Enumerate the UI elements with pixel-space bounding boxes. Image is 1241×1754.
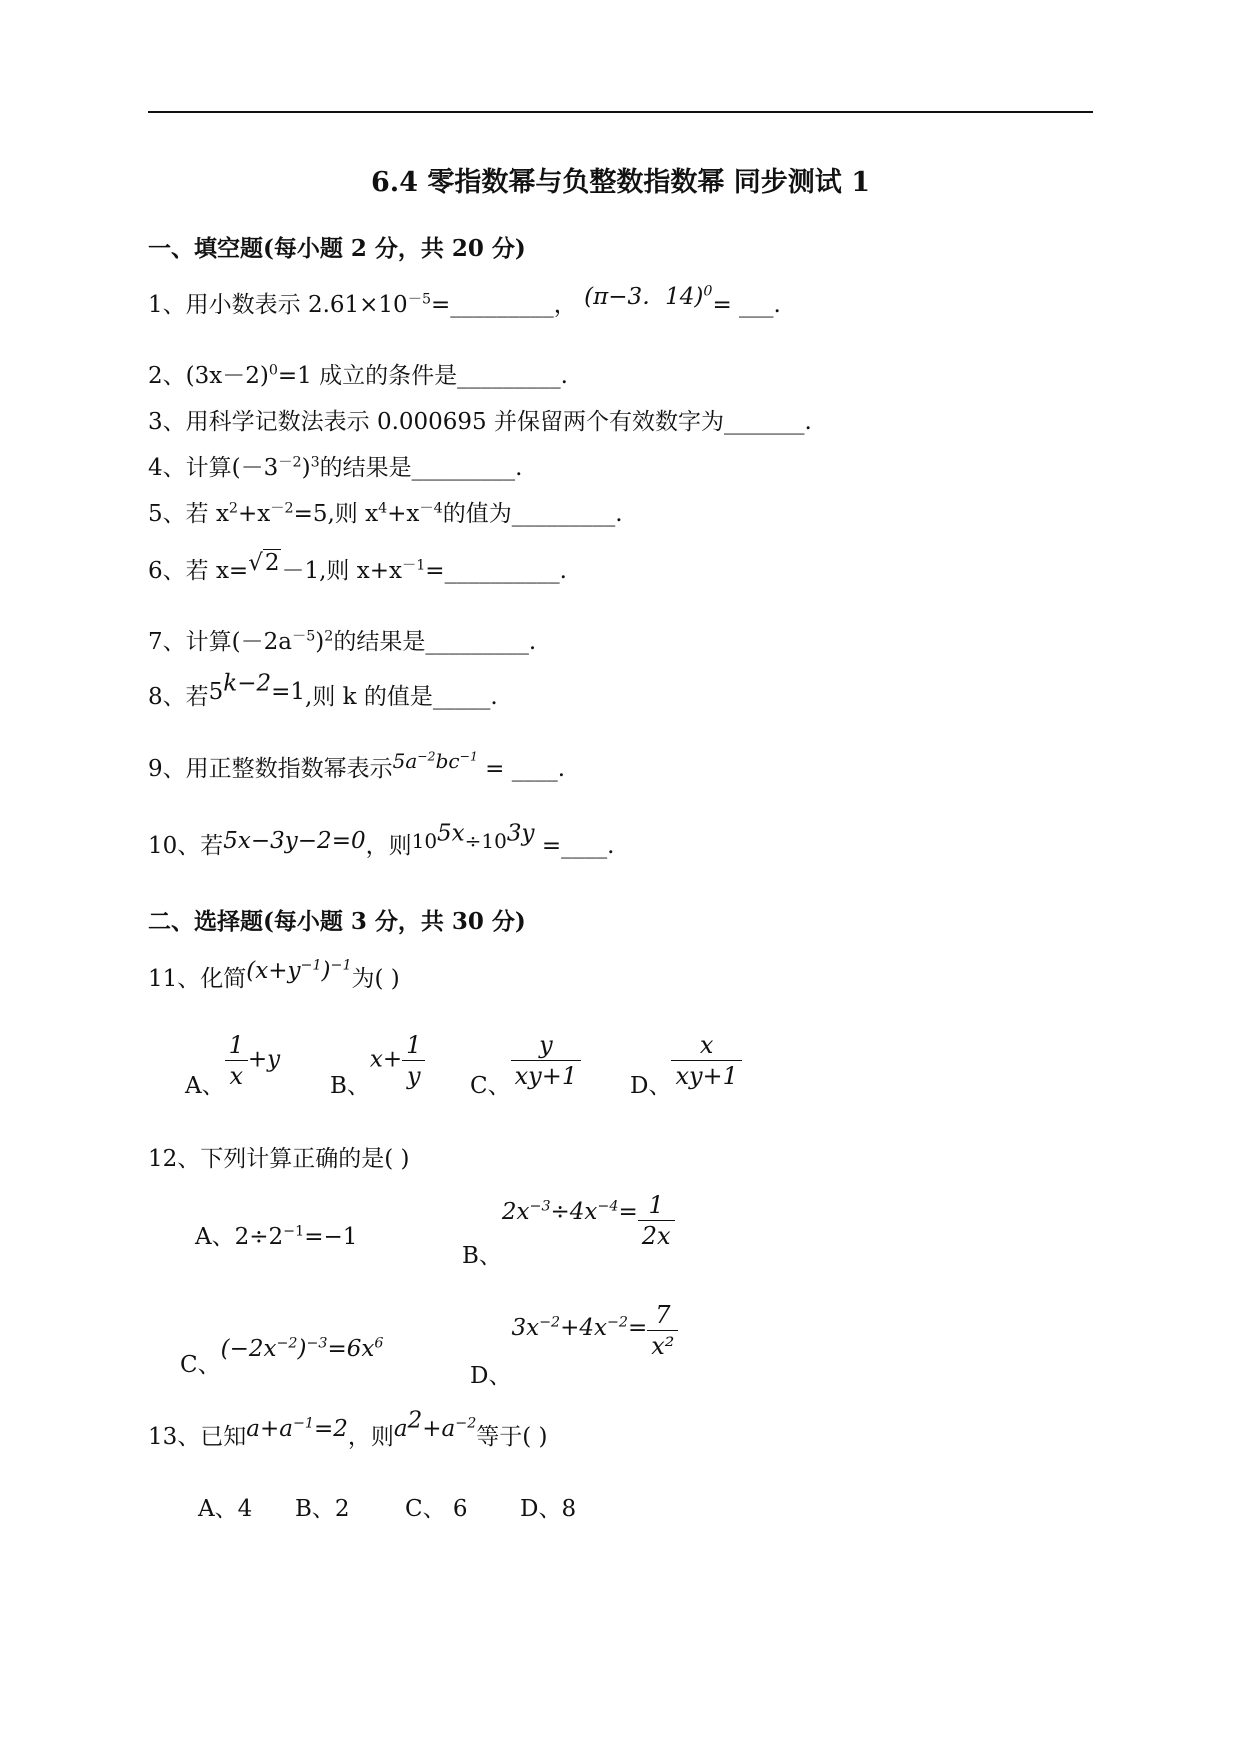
- question-10: 10、若5x−3y−2=0，则$10^{5x}\div 10^{3y}$ =____.: [148, 820, 615, 859]
- q13-option-a[interactable]: A、4: [198, 1496, 253, 1522]
- question-8: 8、若$5^{k-2}=1$,则 k 的值是_____.: [148, 670, 498, 710]
- question-1: 1、用小数表示 $2.61\times 10^{-5}=\_\_\_\_\_\_\_\_\_$， (π−3．14)$^0$= ___.: [148, 283, 781, 318]
- q11-option-c[interactable]: C、 $\frac{y}{xy+1}$: [470, 1030, 581, 1091]
- question-9: 9、用正整数指数幂表示$5a^{-2}bc^{-1}$ = ____.: [148, 748, 566, 782]
- q13-option-c[interactable]: C、 6: [405, 1496, 468, 1522]
- q12-option-b[interactable]: B、$2x^{-3}\div 4x^{-4}=$ $\frac{1}{2x}$: [462, 1190, 675, 1251]
- section-fill-blank: 一、填空题(每小题 2 分，共 20 分): [148, 235, 526, 262]
- q12-option-a[interactable]: A、$2\div 2^{-1}=-1$: [195, 1223, 358, 1250]
- question-2: 2、$(3x-2)^0=1$ 成立的条件是_________.: [148, 362, 568, 389]
- question-6: 6、若 x=√2－1,则 $x+x^{-1}=\_\_\_\_\_\_\_\_\_\_$.: [148, 550, 567, 584]
- header-rule: [148, 111, 1093, 113]
- question-4: 4、计算$(-3^{-2})^3$的结果是_________.: [148, 454, 523, 481]
- q12-option-d[interactable]: D、$3x^{-2}+4x^{-2}=$ $\frac{7}{\text{x²}}$: [470, 1300, 678, 1361]
- section-multiple-choice: 二、选择题(每小题 3 分，共 30 分): [148, 908, 526, 935]
- question-7: 7、计算$(-2a^{-5})^2$的结果是_________.: [148, 628, 537, 655]
- q11-option-a[interactable]: A、 $\frac{1}{x}$ +y: [185, 1031, 281, 1099]
- q11-option-b[interactable]: B、x+ $\frac{1}{y}$: [330, 1030, 425, 1091]
- question-11: 11、化简$(x+y^{-1})^{-1}$为( ): [148, 957, 400, 992]
- question-5: 5、若 $x^2+x^{-2}=5$,则 $x^4+x^{-4}$的值为_________.: [148, 500, 623, 527]
- q12-option-c[interactable]: C、$(-2x^{-2})^{-3}=6x^6$: [180, 1335, 384, 1378]
- question-12: 12、下列计算正确的是( ): [148, 1146, 410, 1172]
- q13-option-b[interactable]: B、2: [295, 1496, 350, 1522]
- q11-option-d[interactable]: D、 $\frac{x}{xy+1}$: [630, 1030, 742, 1091]
- question-3: 3、用科学记数法表示 0.000695 并保留两个有效数字为_______.: [148, 409, 812, 435]
- page-title: 6.4 零指数幂与负整数指数幂 同步测试 1: [371, 167, 870, 198]
- question-13: 13、已知$a+a^{-1}=2$，则$a^2+a^{-2}$等于( ): [148, 1407, 548, 1450]
- q13-option-d[interactable]: D、8: [520, 1496, 577, 1522]
